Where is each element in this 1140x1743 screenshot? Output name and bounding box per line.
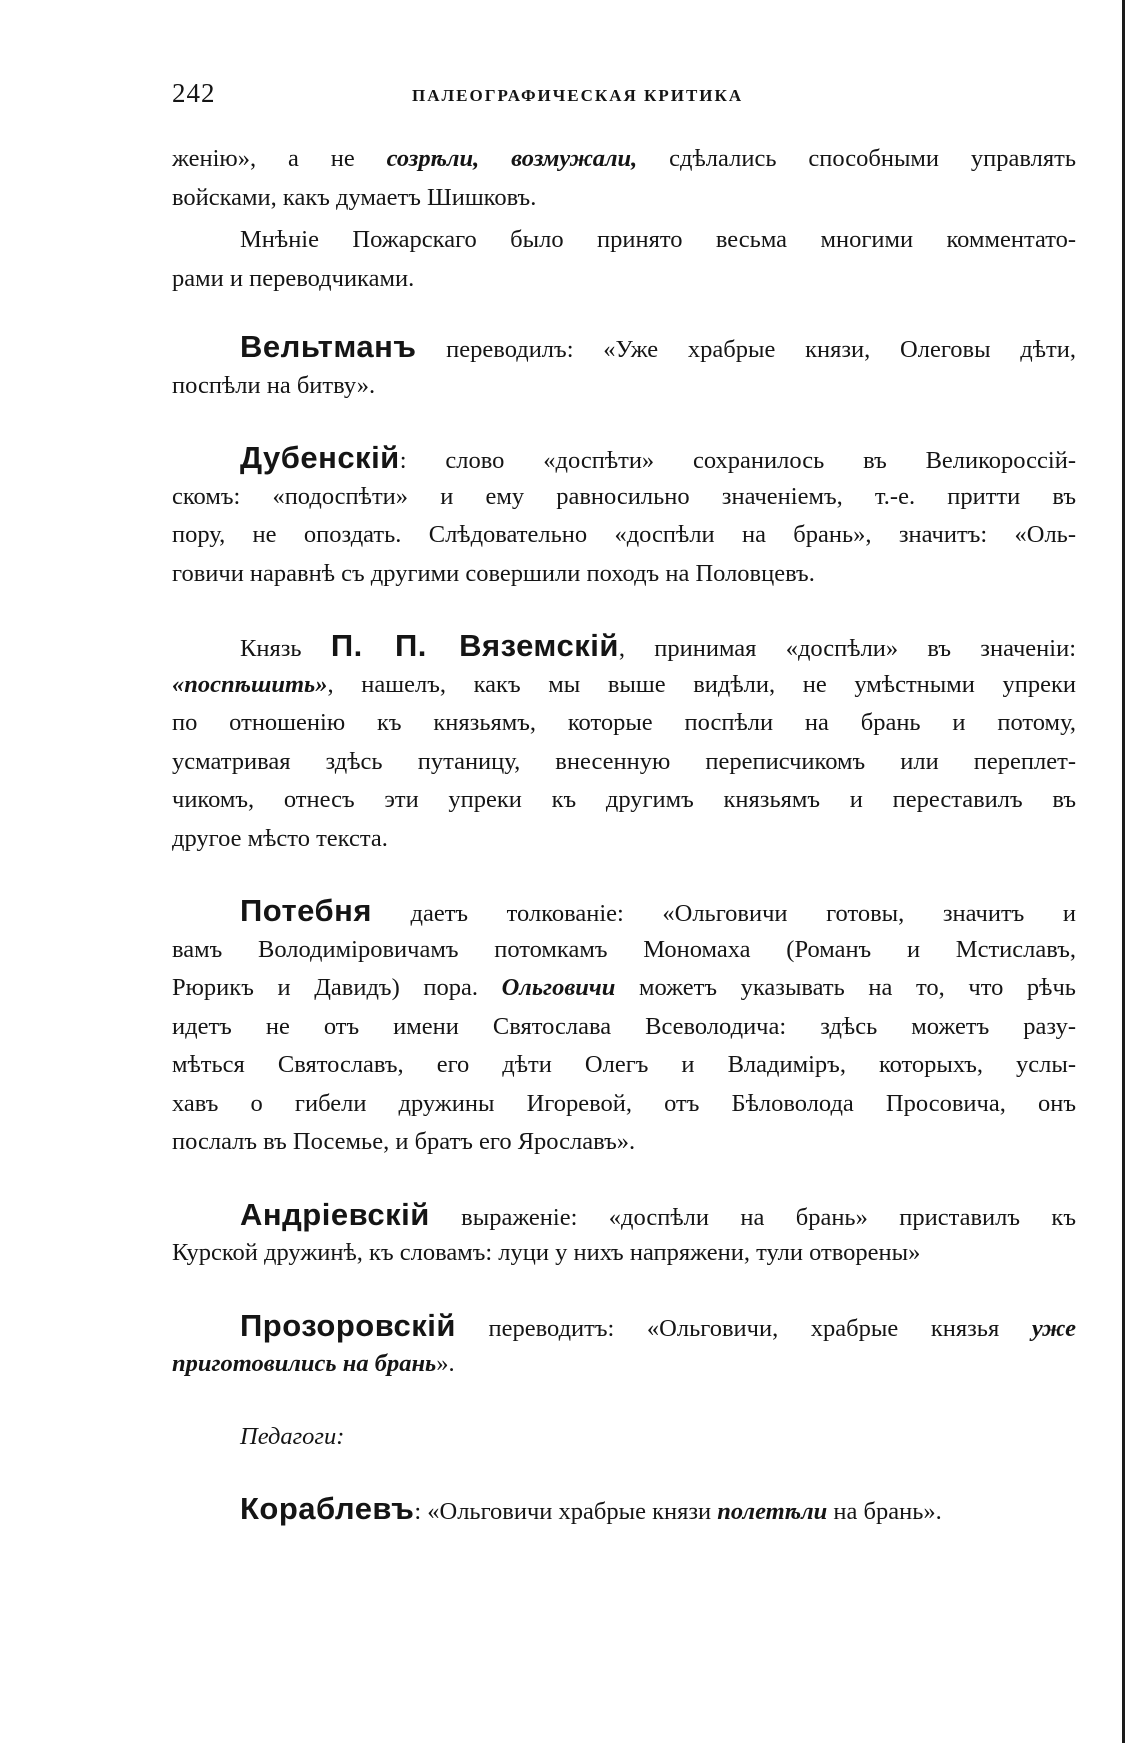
paragraph-2 <box>172 221 1076 298</box>
text-line <box>172 1490 1076 1529</box>
text-run: : «Ольговичи храбрые князи <box>414 1498 718 1525</box>
paragraph-1 <box>172 140 1076 217</box>
paragraph-andrievsky <box>172 1196 1076 1273</box>
paragraph-veltman <box>172 328 1076 405</box>
paragraph-vyazemsky <box>172 627 1076 858</box>
page-edge-line <box>1122 0 1125 1743</box>
text-run: переводилъ: «Уже храбрые князи, Олеговы дѣти, <box>416 336 1076 363</box>
text-line: другое мѣсто текста. <box>172 824 388 852</box>
italic-run: приготовились на брань <box>172 1350 437 1377</box>
text-line <box>172 892 1076 931</box>
text-line: Курской дружинѣ, къ словамъ: луци у нихъ напряжени, тули отворены» <box>172 1239 921 1266</box>
text-line: послалъ въ Посемье, и братъ его Ярославъ». <box>172 1128 636 1155</box>
text-line: рами и переводчиками. <box>172 264 415 292</box>
italic-run: «поспѣшить» <box>172 670 328 698</box>
italic-run: уже <box>1031 1314 1076 1342</box>
text-line: идетъ не отъ имени Святослава Всеволодича: здѣсь можетъ разу- <box>172 1012 1076 1040</box>
paragraph-pedagogues <box>172 1418 1076 1457</box>
text-line <box>172 1307 1076 1346</box>
text-line <box>172 627 1076 666</box>
page-number: 242 <box>172 78 216 108</box>
text-run: ». <box>436 1350 455 1377</box>
author-name: Кораблевъ <box>240 1491 415 1526</box>
text-line: усматривая здѣсь путаницу, внесенную переписчикомъ или переплет- <box>172 747 1076 775</box>
italic-run: Ольговичи <box>501 974 616 1001</box>
author-name: Андріевскій <box>240 1196 430 1232</box>
text-line <box>172 439 1076 478</box>
running-title: ПАЛЕОГРАФИЧЕСКАЯ КРИТИКА <box>412 86 744 105</box>
text-line <box>172 1418 1076 1457</box>
text-line: войсками, какъ думаетъ Шишковъ. <box>172 183 537 211</box>
author-name: Потебня <box>240 893 372 928</box>
italic-run: Педагоги: <box>240 1422 345 1450</box>
text-run: выраженіе: «доспѣли на брань» приставилъ къ <box>429 1203 1076 1231</box>
text-run: даетъ толкованіе: «Ольговичи готовы, значитъ и <box>371 900 1076 927</box>
paragraph-dubensky <box>172 439 1076 593</box>
text-run: Князь <box>240 635 331 662</box>
author-name: Дубенскій <box>240 440 400 475</box>
text-run: Рюрикъ и Давидъ) пора. <box>172 974 502 1001</box>
text-line: пору, не опоздать. Слѣдовательно «доспѣли на брань», значитъ: «Оль- <box>172 521 1076 548</box>
text-line <box>172 666 1076 705</box>
text-line: скомъ: «подоспѣти» и ему равносильно значеніемъ, т.-е. притти въ <box>172 482 1076 510</box>
text-line: мѣться Святославъ, его дѣти Олегъ и Владиміръ, которыхъ, услы- <box>172 1051 1076 1078</box>
text-line: говичи наравнѣ съ другими совершили походъ на Половцевъ. <box>172 559 815 587</box>
text-line <box>172 328 1076 367</box>
author-name: Вельтманъ <box>240 329 417 364</box>
author-name: П. П. Вяземскій <box>330 628 619 663</box>
author-name: Прозоровскій <box>240 1307 456 1343</box>
text-run: женію», а не <box>172 145 387 172</box>
text-run: переводитъ: «Ольговичи, храбрые князья <box>455 1314 1032 1342</box>
text-run: на брань». <box>827 1498 942 1525</box>
paragraph-prozorovsky <box>172 1307 1076 1384</box>
text-run: , принимая «доспѣли» въ значеніи: <box>618 635 1077 662</box>
text-run: сдѣлались способными управлять <box>637 145 1077 172</box>
text-run: можетъ указывать на то, что рѣчь <box>615 974 1076 1001</box>
paragraph-potebnya <box>172 892 1076 1162</box>
text-line: чикомъ, отнесъ эти упреки къ другимъ князьямъ и переставилъ въ <box>172 786 1076 813</box>
text-line: вамъ Володиміровичамъ потомкамъ Мономаха (Романъ и Мстиславъ, <box>172 935 1076 963</box>
text-line <box>172 969 1076 1008</box>
text-run: , нашелъ, какъ мы выше видѣли, не умѣстными упреки <box>327 670 1076 698</box>
text-line <box>172 1196 1076 1235</box>
text-run: Мнѣніе Пожарскаго было принято весьма многими комментато- <box>240 226 1076 253</box>
text-line: по отношенію къ князьямъ, которые поспѣли на брань и потому, <box>172 709 1076 736</box>
page-header <box>172 78 1092 118</box>
paragraph-korablev <box>172 1490 1076 1529</box>
text-line <box>172 221 1076 260</box>
text-run: : слово «доспѣти» сохранилось въ Великороссій- <box>399 447 1076 474</box>
main-text <box>172 140 1076 1529</box>
text-line: поспѣли на битву». <box>172 371 376 399</box>
text-line <box>172 140 1076 179</box>
italic-run: полетѣли <box>717 1498 828 1525</box>
text-line <box>172 1345 1076 1384</box>
text-line: хавъ о гибели дружины Игоревой, отъ Бѣловолода Просовича, онъ <box>172 1089 1076 1117</box>
italic-run: созрѣли, возмужали, <box>386 145 638 172</box>
